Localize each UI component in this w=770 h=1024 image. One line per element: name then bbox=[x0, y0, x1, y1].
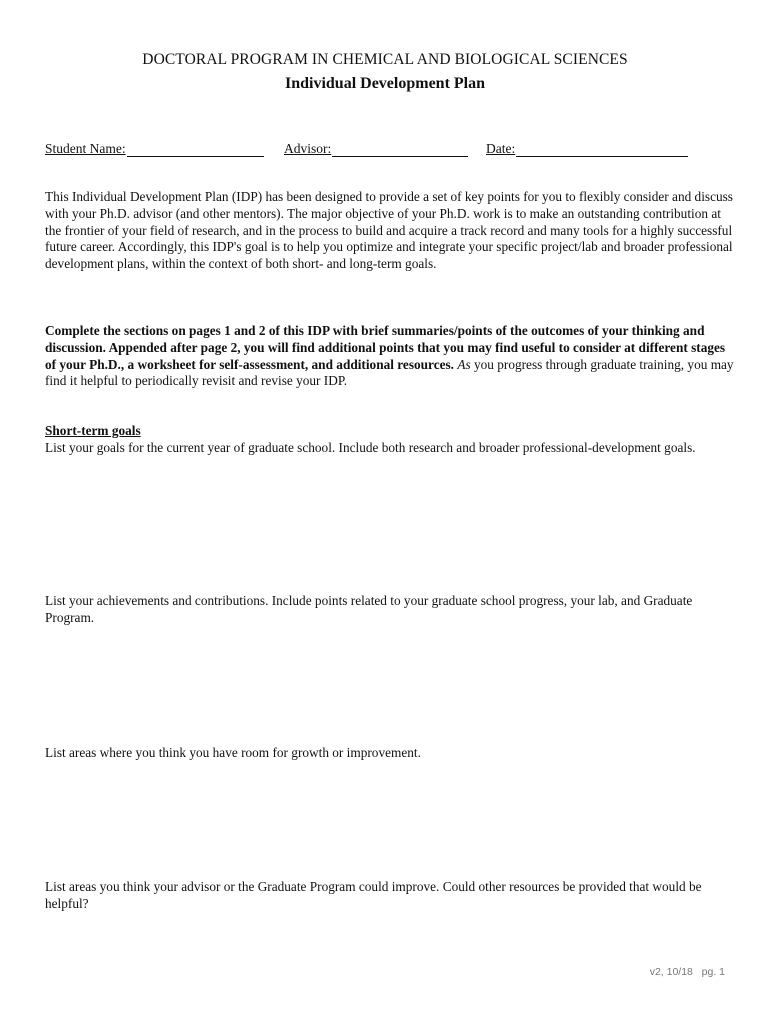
student-name-label: Student Name: bbox=[45, 141, 126, 156]
achievements-section bbox=[45, 593, 735, 627]
date-field[interactable] bbox=[486, 141, 688, 157]
intro-paragraph bbox=[45, 189, 735, 273]
instructions-italic: As bbox=[457, 356, 471, 372]
short-term-heading: Short-term goals bbox=[45, 423, 141, 438]
intro-text: This Individual Development Plan (IDP) has been designed to provide a set of key points for you to flexibly consider and discuss with your Ph.D. advisor (and other mentors). The major objective of your Ph.D. work is to make an outstanding contribution at the frontier of your field of research, and in the process to build and acquire a track record and many tools for a highly successful future career. Accordingly, this IDP's goal is to help you optimize and integrate your specific project/lab and broader professional development plans, within the context of both short- and long-term goals. bbox=[45, 189, 733, 272]
short-term-prompt-goals: List your goals for the current year of graduate school. Include both research and broader professional-development goals. bbox=[45, 439, 696, 455]
improvement-section bbox=[45, 879, 735, 913]
short-term-prompt-growth: List areas where you think you have room for growth or improvement. bbox=[45, 745, 421, 760]
date-label: Date: bbox=[486, 141, 516, 156]
instructions-rest: you progress through graduate training, you may find it helpful to periodically revisit and revise your IDP. bbox=[45, 356, 734, 389]
short-term-section bbox=[45, 423, 735, 457]
date-blank[interactable] bbox=[516, 142, 688, 157]
instructions-bold: Complete the sections on pages 1 and 2 of this IDP with brief summaries/points of the outcomes of your thinking and discussion. Appended after page 2, you will find additional points that you may find useful to consider at different stages of your Ph.D., a worksheet for self-assessment, and additional resources. bbox=[45, 323, 726, 372]
student-name-blank[interactable] bbox=[127, 142, 264, 157]
instructions-paragraph bbox=[45, 323, 735, 390]
document-title: Individual Development Plan bbox=[284, 75, 486, 92]
short-term-prompt-achievements: List your achievements and contributions. Include points related to your graduate school progress, your lab, and Graduate Program. bbox=[45, 593, 693, 625]
short-term-prompt-improvement: List areas you think your advisor or the Graduate Program could improve. Could other resources be provided that would be helpful? bbox=[45, 879, 702, 911]
advisor-field[interactable] bbox=[284, 141, 468, 157]
student-name-field[interactable] bbox=[45, 141, 264, 157]
advisor-blank[interactable] bbox=[332, 142, 468, 157]
page-footer: v2, 10/18 pg. 1 bbox=[649, 966, 725, 978]
program-heading: DOCTORAL PROGRAM IN CHEMICAL AND BIOLOGICAL SCIENCES bbox=[142, 51, 628, 68]
growth-section bbox=[45, 745, 735, 762]
advisor-label: Advisor: bbox=[284, 141, 332, 156]
